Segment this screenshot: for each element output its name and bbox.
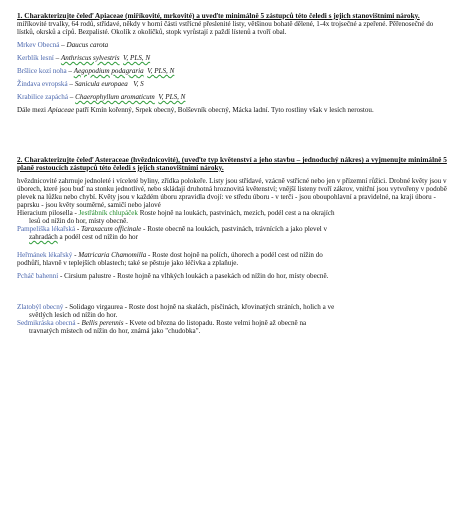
- species-czech-name: Žindava evropská: [17, 80, 68, 89]
- species-entry-cirsium: Pcháč bahenní - Cirsium palustre - Roste hojně na vlhkých loukách a pasekách od nížin do hor, místy obecně.: [17, 272, 329, 281]
- document-body: [17, 12, 449, 335]
- species-czech-name: Pampeliška lékařská: [17, 225, 76, 234]
- question-1-description: miříkovité trvalky, 64 rodů, střídavé, někdy v horní části vstřícné přeslenité listy, většinou bohatě dělené, 1-4x trojsečné a zpeřené. Pěřenosečné do lístků, okrsků a cípů. Bezpalisté. Okolík z okolíčků, stopk vyrůstají z paždí lístenů a tvoří obal.: [17, 19, 434, 36]
- apiaceae-species-list: [17, 41, 449, 101]
- species-latin-name: Sanicula europaea: [74, 80, 128, 89]
- species-entry-matricaria: Heřmánek lékařský - Matricaria Chamomilla - Roste dost hojně na polích, úhorech a podél cest od nížin do podhůří, hlavně v teplejších oblastech; také se pěstuje jako léčivka a zplaňuje.: [17, 251, 323, 268]
- species-entry-solidago: Zlatobýl obecný - Solidago virgaurea - Roste dost hojně na skalách, písčinách, křovinatých stráních, holich a ve světlých lesích od nížin do hor.: [17, 302, 335, 319]
- species-entry: Mrkev Obecná – Daucus carota: [17, 40, 109, 49]
- species-czech-name: Kerblík lesní: [17, 53, 54, 62]
- species-habitat: V, S: [133, 80, 144, 89]
- species-czech-name: Mrkev Obecná: [17, 40, 60, 49]
- species-czech-name: Sedmikráska obecná: [17, 318, 76, 327]
- species-habitat: V, PLS, N: [123, 53, 151, 62]
- species-czech-name: Heřmánek lékařský: [17, 251, 73, 260]
- family-latin-name: Apiaceae: [47, 106, 75, 115]
- question-1-title: 1. Charakterizujte čeleď Apiaceae (miříkovité, mrkovité) a uveďte minimálně 5 zástupců této čeledi s jejich stanovištními nároky.: [17, 11, 420, 20]
- species-czech-name: Zlatobýl obecný: [17, 302, 64, 311]
- species-entry-taraxacum: Pampeliška lékařská - Taraxacum officinale - Roste obecně na loukách, pastvinách, trávnících a jako plevel v zahradách a podél cest od nížin do hor: [17, 225, 328, 242]
- species-latin-name: Taraxacum officinale: [81, 225, 142, 234]
- species-entry: Krabilice zapáchá – Chaerophyllum aromaticum V, PLS, N: [17, 93, 186, 102]
- species-habitat: V, PLS, N: [147, 66, 175, 75]
- species-habitat: V, PLS, N: [158, 93, 186, 102]
- species-latin-name: Matricaria Chamomilla: [78, 251, 147, 260]
- species-czech-name: Krabilice zapáchá: [17, 93, 69, 102]
- species-entry-bellis: Sedmikráska obecná - Bellis perennis - Kvete od března do listopadu. Roste velmi hojně až obecně na travnatých místech od nížin do hor, známá jako "chudobka".: [17, 318, 307, 335]
- species-latin-name: Daucus carota: [66, 40, 109, 49]
- species-czech-name: Pcháč bahenní: [17, 272, 59, 281]
- species-latin-name: Anthriscus sylvestris: [60, 53, 120, 62]
- species-entry: Kerblík lesní – Anthriscus sylvestris V, PLS, N: [17, 53, 151, 62]
- species-czech-name: Jestřábník chlupáček: [78, 208, 138, 217]
- species-entry: Bršlice kozí noha – Aegopodium podagraria V, PLS, N: [17, 66, 175, 75]
- question-2-title: 2. Charakterizujte čeleď Asteraceae (hvězdnicovité), (uveďte typ květenství a jeho stavbu – jednoduchý nákres) a vyjmenujte minimálně 5 planě rostoucích zástupců této čeledi s jejich stanovištními nároky.: [17, 155, 447, 172]
- question-2-description: hvězdnicovité zahrnuje jednoleté i víceleté byliny, zřídka polokeře. Listy jsou střídavé, vzácně vstřícné nebo jen v přízemní růžici. Drobné květy jsou v úborech, které jsou buď na stonku jednotlivé, nebo skládají druhotná hroznovitá květenství; vnější listeny tvoří zákrov, vnitřní jsou vytvořeny v podobě plevek na lůžku nebo chybí. Květy jsou v každém úboru zpravidla dvojí: ve středu úboru - v terči - jsou oboupohlavní a pravidelné, na kraji úboru - paprsku - jsou květy souměrné, samičí nebo jalové: [17, 176, 447, 209]
- species-latin-name: Chaerophyllum aromaticum: [75, 93, 155, 102]
- species-czech-name: Bršlice kozí noha: [17, 66, 67, 75]
- species-entry: Žindava evropská – Sanicula europaea V, S: [17, 80, 144, 89]
- species-latin-name: Bellis perennis: [81, 318, 124, 327]
- species-entry-hieracium: Hieracium pilosella - Jestřábník chlupáček Roste hojně na loukách, pastvinách, mezích, podél cest a na okrajích lesů od nížin do hor, místy obecně.: [17, 208, 335, 225]
- question-1-footer: Dále mezi Apiaceae patří Kmín kořenný, Srpek obecný, Bolševník obecný, Mácka ladní. Tyto rostliny však v lesích nerostou.: [17, 106, 374, 115]
- species-latin-name: Aegopodium podagraria: [73, 66, 144, 75]
